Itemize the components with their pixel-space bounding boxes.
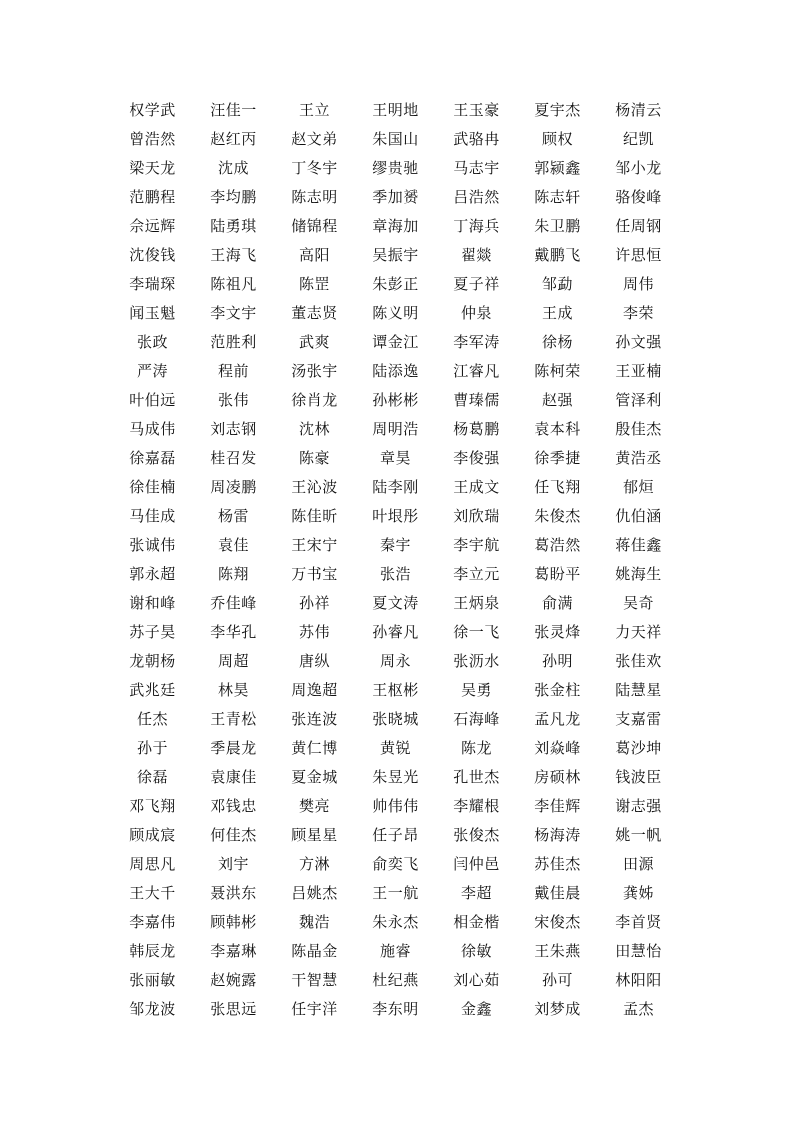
name-cell: 陈祖凡 — [210, 275, 257, 293]
name-cell: 黄锐 — [379, 739, 411, 757]
name-cell: 张思远 — [210, 1000, 257, 1018]
name-cell: 佘远辉 — [129, 217, 176, 235]
name-cell: 邓钱忠 — [210, 797, 257, 815]
name-cell: 刘心茹 — [453, 971, 500, 989]
name-cell: 张灵烽 — [534, 623, 581, 641]
name-cell: 吕浩然 — [453, 188, 500, 206]
name-row — [112, 589, 680, 618]
name-cell: 陆添逸 — [372, 362, 419, 380]
name-cell: 章昊 — [379, 449, 411, 467]
name-cell: 季加赟 — [372, 188, 419, 206]
name-cell: 李立元 — [453, 565, 500, 583]
name-cell: 帅伟伟 — [372, 797, 419, 815]
name-cell: 陈志明 — [291, 188, 338, 206]
name-cell: 袁本科 — [534, 420, 581, 438]
name-cell: 姚海生 — [615, 565, 662, 583]
name-cell: 李均鹏 — [210, 188, 257, 206]
name-cell: 严涛 — [136, 362, 168, 380]
name-cell: 王枢彬 — [372, 681, 419, 699]
name-cell: 高阳 — [298, 246, 330, 264]
name-cell: 方淋 — [298, 855, 330, 873]
name-row — [112, 908, 680, 937]
name-cell: 郭永超 — [129, 565, 176, 583]
name-cell: 徐杨 — [541, 333, 573, 351]
name-cell: 陆慧星 — [615, 681, 662, 699]
name-cell: 支嘉雷 — [615, 710, 662, 728]
name-cell: 李嘉伟 — [129, 913, 176, 931]
name-cell: 闻玉魁 — [129, 304, 176, 322]
name-cell: 乔佳峰 — [210, 594, 257, 612]
name-cell: 骆俊峰 — [615, 188, 662, 206]
name-cell: 韩辰龙 — [129, 942, 176, 960]
name-cell: 林阳阳 — [615, 971, 662, 989]
name-cell: 杨葛鹏 — [453, 420, 500, 438]
name-cell: 陈佳昕 — [291, 507, 338, 525]
name-cell: 王成文 — [453, 478, 500, 496]
name-cell: 徐肖龙 — [291, 391, 338, 409]
name-row — [112, 125, 680, 154]
name-cell: 王大千 — [129, 884, 176, 902]
name-row — [112, 647, 680, 676]
name-row — [112, 705, 680, 734]
name-cell: 王明地 — [372, 101, 419, 119]
name-cell: 田慧怡 — [615, 942, 662, 960]
name-cell: 赵强 — [541, 391, 573, 409]
name-cell: 孙明 — [541, 652, 573, 670]
name-cell: 王宋宁 — [291, 536, 338, 554]
name-cell: 孔世杰 — [453, 768, 500, 786]
name-cell: 田源 — [622, 855, 654, 873]
name-cell: 戴佳晨 — [534, 884, 581, 902]
name-cell: 张沥水 — [453, 652, 500, 670]
name-row — [112, 995, 680, 1024]
name-cell: 张政 — [136, 333, 168, 351]
name-row — [112, 734, 680, 763]
name-row — [112, 299, 680, 328]
name-row — [112, 879, 680, 908]
name-cell: 李俊强 — [453, 449, 500, 467]
name-cell: 金鑫 — [460, 1000, 492, 1018]
name-cell: 叶垠彤 — [372, 507, 419, 525]
name-cell: 章海加 — [372, 217, 419, 235]
name-cell: 朱卫鹏 — [534, 217, 581, 235]
name-cell: 周伟 — [622, 275, 654, 293]
name-cell: 谭金江 — [372, 333, 419, 351]
name-cell: 朱彭正 — [372, 275, 419, 293]
name-row — [112, 96, 680, 125]
name-cell: 徐一飞 — [453, 623, 500, 641]
name-cell: 张佳欢 — [615, 652, 662, 670]
name-cell: 李首贤 — [615, 913, 662, 931]
name-cell: 孙祥 — [298, 594, 330, 612]
name-row — [112, 966, 680, 995]
name-row — [112, 618, 680, 647]
name-cell: 武骆冉 — [453, 130, 500, 148]
name-cell: 赵红丙 — [210, 130, 257, 148]
name-cell: 程前 — [217, 362, 249, 380]
name-cell: 王朱燕 — [534, 942, 581, 960]
name-cell: 袁康佳 — [210, 768, 257, 786]
name-cell: 吕姚杰 — [291, 884, 338, 902]
name-cell: 朱国山 — [372, 130, 419, 148]
name-row — [112, 241, 680, 270]
name-cell: 任飞翔 — [534, 478, 581, 496]
name-cell: 刘焱峰 — [534, 739, 581, 757]
name-cell: 翟燚 — [460, 246, 492, 264]
name-cell: 顾权 — [541, 130, 573, 148]
name-cell: 杨清云 — [615, 101, 662, 119]
name-cell: 顾韩彬 — [210, 913, 257, 931]
name-cell: 房硕林 — [534, 768, 581, 786]
name-cell: 赵文弟 — [291, 130, 338, 148]
name-cell: 范胜利 — [210, 333, 257, 351]
name-table — [112, 96, 680, 1024]
name-cell: 张金柱 — [534, 681, 581, 699]
name-cell: 龚姊 — [622, 884, 654, 902]
name-row — [112, 502, 680, 531]
name-cell: 李佳辉 — [534, 797, 581, 815]
name-cell: 张诚伟 — [129, 536, 176, 554]
name-cell: 郁烜 — [622, 478, 654, 496]
name-cell: 周思凡 — [129, 855, 176, 873]
name-cell: 陈豪 — [298, 449, 330, 467]
name-cell: 邹龙波 — [129, 1000, 176, 1018]
name-cell: 王沁波 — [291, 478, 338, 496]
name-cell: 仇伯涵 — [615, 507, 662, 525]
name-row — [112, 357, 680, 386]
name-cell: 黄仁博 — [291, 739, 338, 757]
name-row — [112, 415, 680, 444]
name-cell: 葛盼平 — [534, 565, 581, 583]
name-cell: 孙文强 — [615, 333, 662, 351]
name-cell: 张浩 — [379, 565, 411, 583]
name-cell: 孙可 — [541, 971, 573, 989]
name-cell: 李宇航 — [453, 536, 500, 554]
name-cell: 朱昱光 — [372, 768, 419, 786]
name-cell: 俞满 — [541, 594, 573, 612]
name-cell: 周逸超 — [291, 681, 338, 699]
name-cell: 沈林 — [298, 420, 330, 438]
name-cell: 任杰 — [136, 710, 168, 728]
name-cell: 夏宇杰 — [534, 101, 581, 119]
name-cell: 顾成宸 — [129, 826, 176, 844]
name-cell: 陈晶金 — [291, 942, 338, 960]
name-cell: 杜纪燕 — [372, 971, 419, 989]
name-cell: 李荣 — [622, 304, 654, 322]
name-cell: 相金楷 — [453, 913, 500, 931]
name-cell: 吴勇 — [460, 681, 492, 699]
name-cell: 叶伯远 — [129, 391, 176, 409]
name-cell: 董志贤 — [291, 304, 338, 322]
name-cell: 邓飞翔 — [129, 797, 176, 815]
name-cell: 孙于 — [136, 739, 168, 757]
name-cell: 王青松 — [210, 710, 257, 728]
name-cell: 闫仲邑 — [453, 855, 500, 873]
name-cell: 邹小龙 — [615, 159, 662, 177]
name-cell: 王成 — [541, 304, 573, 322]
name-cell: 陈翔 — [217, 565, 249, 583]
name-cell: 丁海兵 — [453, 217, 500, 235]
name-cell: 桂召发 — [210, 449, 257, 467]
name-cell: 王炳泉 — [453, 594, 500, 612]
name-row — [112, 328, 680, 357]
name-cell: 力天祥 — [615, 623, 662, 641]
name-cell: 缪贵驰 — [372, 159, 419, 177]
name-cell: 汤张宇 — [291, 362, 338, 380]
name-cell: 梁天龙 — [129, 159, 176, 177]
name-cell: 李军涛 — [453, 333, 500, 351]
name-row — [112, 937, 680, 966]
name-row — [112, 212, 680, 241]
name-cell: 聂洪东 — [210, 884, 257, 902]
name-cell: 储锦程 — [291, 217, 338, 235]
name-cell: 李耀根 — [453, 797, 500, 815]
name-cell: 丁冬宇 — [291, 159, 338, 177]
name-cell: 何佳杰 — [210, 826, 257, 844]
name-cell: 徐季捷 — [534, 449, 581, 467]
name-cell: 孟杰 — [622, 1000, 654, 1018]
name-cell: 苏子昊 — [129, 623, 176, 641]
name-cell: 干智慧 — [291, 971, 338, 989]
name-cell: 周明浩 — [372, 420, 419, 438]
name-cell: 俞奕飞 — [372, 855, 419, 873]
name-cell: 魏浩 — [298, 913, 330, 931]
name-cell: 周凌鹏 — [210, 478, 257, 496]
name-row — [112, 763, 680, 792]
name-row — [112, 183, 680, 212]
name-cell: 苏伟 — [298, 623, 330, 641]
name-cell: 周超 — [217, 652, 249, 670]
name-cell: 纪凯 — [622, 130, 654, 148]
name-cell: 范鹏程 — [129, 188, 176, 206]
name-cell: 夏子祥 — [453, 275, 500, 293]
name-cell: 张丽敏 — [129, 971, 176, 989]
name-cell: 万书宝 — [291, 565, 338, 583]
name-cell: 仲泉 — [460, 304, 492, 322]
name-cell: 黄浩丞 — [615, 449, 662, 467]
name-cell: 孙睿凡 — [372, 623, 419, 641]
name-cell: 葛浩然 — [534, 536, 581, 554]
name-row — [112, 850, 680, 879]
name-cell: 任周钢 — [615, 217, 662, 235]
name-cell: 夏金城 — [291, 768, 338, 786]
name-cell: 陈义明 — [372, 304, 419, 322]
name-cell: 唐纵 — [298, 652, 330, 670]
name-cell: 徐磊 — [136, 768, 168, 786]
name-cell: 姚一帆 — [615, 826, 662, 844]
name-cell: 王一航 — [372, 884, 419, 902]
name-cell: 张伟 — [217, 391, 249, 409]
name-cell: 王亚楠 — [615, 362, 662, 380]
name-cell: 石海峰 — [453, 710, 500, 728]
name-cell: 江睿凡 — [453, 362, 500, 380]
name-row — [112, 792, 680, 821]
name-cell: 张俊杰 — [453, 826, 500, 844]
name-cell: 顾星星 — [291, 826, 338, 844]
name-cell: 沈成 — [217, 159, 249, 177]
name-cell: 李瑞琛 — [129, 275, 176, 293]
name-cell: 汪佳一 — [210, 101, 257, 119]
name-cell: 许思恒 — [615, 246, 662, 264]
name-cell: 秦宇 — [379, 536, 411, 554]
name-cell: 陈罡 — [298, 275, 330, 293]
name-cell: 林昊 — [217, 681, 249, 699]
name-cell: 马志宇 — [453, 159, 500, 177]
name-cell: 管泽利 — [615, 391, 662, 409]
name-cell: 陈龙 — [460, 739, 492, 757]
name-cell: 权学武 — [129, 101, 176, 119]
name-cell: 李嘉琳 — [210, 942, 257, 960]
name-cell: 李超 — [460, 884, 492, 902]
name-cell: 葛沙坤 — [615, 739, 662, 757]
name-cell: 吴奇 — [622, 594, 654, 612]
name-cell: 袁佳 — [217, 536, 249, 554]
name-cell: 徐嘉磊 — [129, 449, 176, 467]
name-cell: 邹勐 — [541, 275, 573, 293]
name-cell: 曾浩然 — [129, 130, 176, 148]
name-row — [112, 473, 680, 502]
name-cell: 杨雷 — [217, 507, 249, 525]
name-cell: 张晓城 — [372, 710, 419, 728]
name-cell: 李华孔 — [210, 623, 257, 641]
name-cell: 孙彬彬 — [372, 391, 419, 409]
name-cell: 戴鹏飞 — [534, 246, 581, 264]
name-cell: 马成伟 — [129, 420, 176, 438]
name-cell: 陈志轩 — [534, 188, 581, 206]
name-cell: 刘梦成 — [534, 1000, 581, 1018]
name-row — [112, 270, 680, 299]
name-cell: 周永 — [379, 652, 411, 670]
name-cell: 吴振宇 — [372, 246, 419, 264]
name-cell: 王立 — [298, 101, 330, 119]
name-row — [112, 444, 680, 473]
name-cell: 蒋佳鑫 — [615, 536, 662, 554]
name-cell: 武兆廷 — [129, 681, 176, 699]
name-cell: 徐敏 — [460, 942, 492, 960]
name-cell: 赵婉露 — [210, 971, 257, 989]
name-cell: 龙朝杨 — [129, 652, 176, 670]
name-cell: 王海飞 — [210, 246, 257, 264]
name-cell: 夏文涛 — [372, 594, 419, 612]
name-cell: 陆李刚 — [372, 478, 419, 496]
name-cell: 钱波臣 — [615, 768, 662, 786]
name-cell: 朱永杰 — [372, 913, 419, 931]
name-cell: 刘欣瑞 — [453, 507, 500, 525]
name-cell: 任子昂 — [372, 826, 419, 844]
name-cell: 刘宇 — [217, 855, 249, 873]
name-cell: 任宇洋 — [291, 1000, 338, 1018]
name-cell: 殷佳杰 — [615, 420, 662, 438]
name-cell: 孟凡龙 — [534, 710, 581, 728]
name-row — [112, 531, 680, 560]
name-cell: 曹瑧儒 — [453, 391, 500, 409]
name-cell: 施睿 — [379, 942, 411, 960]
name-cell: 沈俊钱 — [129, 246, 176, 264]
name-cell: 谢和峰 — [129, 594, 176, 612]
name-row — [112, 560, 680, 589]
name-cell: 朱俊杰 — [534, 507, 581, 525]
name-cell: 徐佳楠 — [129, 478, 176, 496]
name-cell: 宋俊杰 — [534, 913, 581, 931]
name-cell: 马佳成 — [129, 507, 176, 525]
name-cell: 郭颍鑫 — [534, 159, 581, 177]
name-cell: 陈柯荣 — [534, 362, 581, 380]
name-cell: 武爽 — [298, 333, 330, 351]
name-cell: 樊亮 — [298, 797, 330, 815]
name-cell: 陆勇琪 — [210, 217, 257, 235]
name-cell: 季晨龙 — [210, 739, 257, 757]
name-cell: 王玉豪 — [453, 101, 500, 119]
name-cell: 苏佳杰 — [534, 855, 581, 873]
name-row — [112, 154, 680, 183]
name-cell: 谢志强 — [615, 797, 662, 815]
name-row — [112, 821, 680, 850]
name-row — [112, 386, 680, 415]
name-cell: 李东明 — [372, 1000, 419, 1018]
name-cell: 张连波 — [291, 710, 338, 728]
name-row — [112, 676, 680, 705]
name-cell: 杨海涛 — [534, 826, 581, 844]
name-cell: 刘志钢 — [210, 420, 257, 438]
name-cell: 李文宇 — [210, 304, 257, 322]
